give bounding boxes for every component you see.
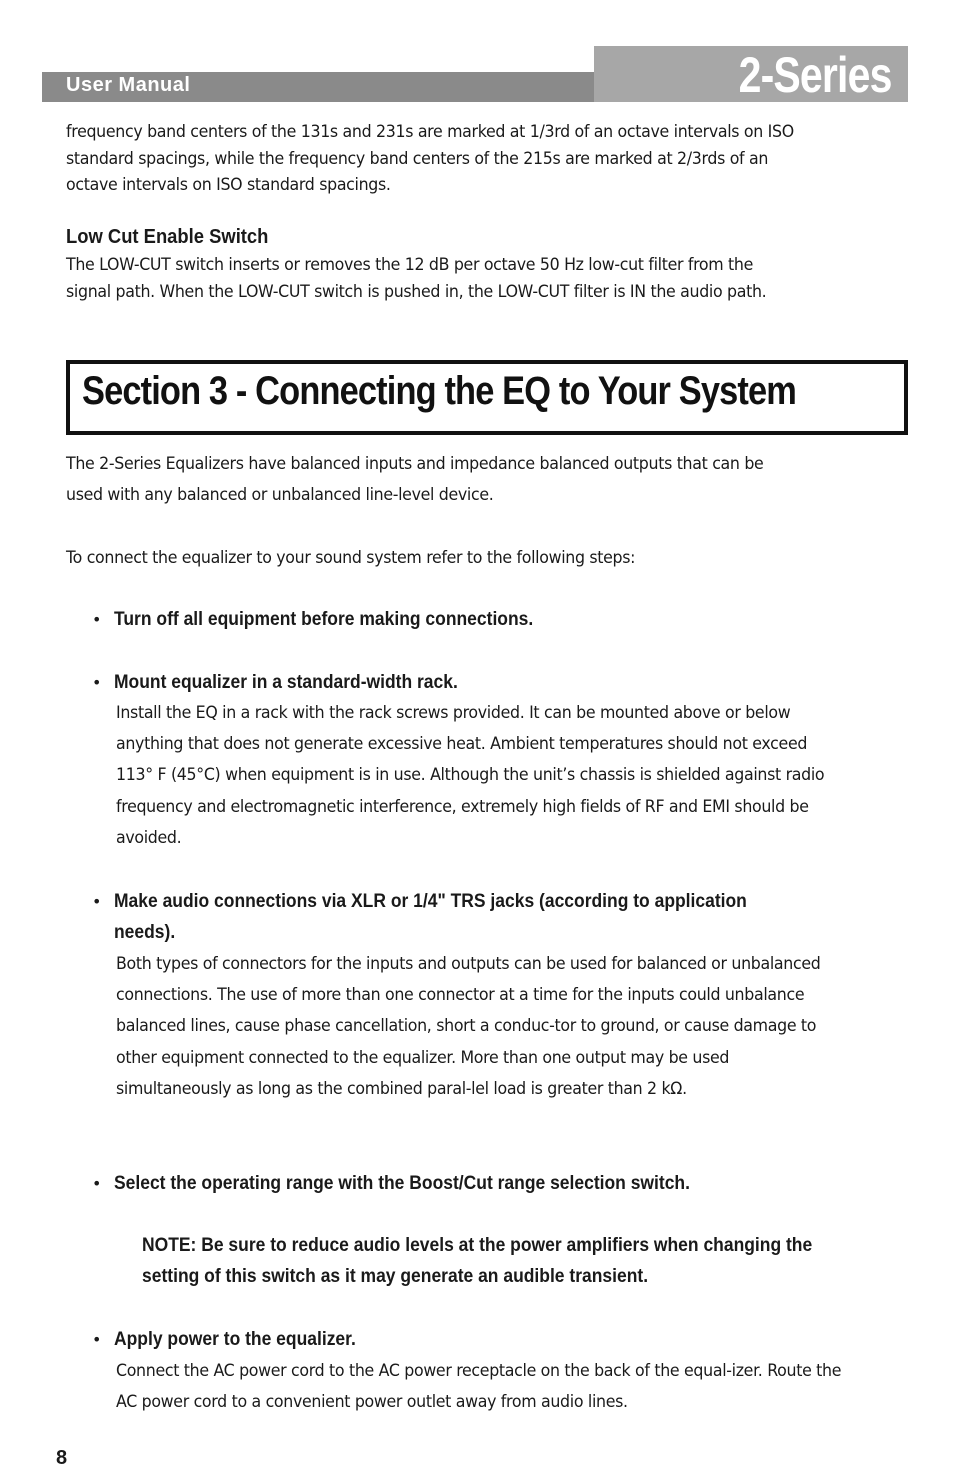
step-body: Connect the AC power cord to the AC power receptacle on the back of the equal-izer. Route the AC power cord to a convenient power outlet away from audio lines. — [116, 1361, 842, 1413]
step-body: Install the EQ in a rack with the rack screws provided. It can be mounted above or below anything that does not generate excessive heat. Ambient temperatures should not exceed 113° F (45°C) when equipment is in use. Although the unit’s chassis is shielded against radio frequency and electromagnetic interference, extremely high fields of RF and EMI should be avoided. — [116, 703, 825, 848]
section-title: Section 3 - Connecting the EQ to Your System — [82, 369, 796, 413]
steps-intro: To connect the equalizer to your sound system refer to the following steps: — [66, 548, 636, 568]
bullet-icon: • — [92, 610, 102, 629]
low-cut-paragraph: The LOW-CUT switch inserts or removes the 12 dB per octave 50 Hz low-cut filter from the signal path. When the LOW-CUT switch is pushed in, the LOW-CUT filter is IN the audio path. — [66, 255, 767, 302]
manual-label: User Manual — [66, 74, 191, 96]
low-cut-heading: Low Cut Enable Switch — [66, 226, 269, 248]
bullet-icon: • — [92, 673, 102, 692]
step-title: Apply power to the equalizer. — [114, 1329, 356, 1350]
step-title: Mount equalizer in a standard-width rack. — [114, 672, 458, 693]
page-number: 8 — [56, 1447, 68, 1469]
step-body: Both types of connectors for the inputs and outputs can be used for balanced or unbalanced connections. The use of more than one connector at a time for the inputs could unbalance balanced lines, cause phase cancellation, short a conduc-tor to ground, or cause damage to other equipment connected to the equalizer. More than one output may be used simultaneously as long as the combined paral-lel load is greater than 2 kΩ. — [116, 954, 821, 1099]
bullet-icon: • — [92, 892, 102, 911]
bullet-icon: • — [92, 1174, 102, 1193]
step-title: Select the operating range with the Boost/Cut range selection switch. — [114, 1173, 690, 1194]
brand-logo: 2-Series — [738, 47, 892, 103]
step-title: Turn off all equipment before making connections. — [114, 609, 534, 630]
intro-paragraph: frequency band centers of the 131s and 231s are marked at 1/3rd of an octave intervals on ISO standard spacings, while the frequency band centers of the 215s are marked at 2/3rds of an octave intervals on ISO standard spacings. — [66, 122, 794, 195]
step-title: Make audio connections via XLR or 1/4" TRS jacks (according to application needs). — [114, 891, 747, 944]
step-note: NOTE: Be sure to reduce audio levels at the power amplifiers when changing the setting of this switch as it may generate an audible transient. — [142, 1235, 813, 1288]
bullet-icon: • — [92, 1330, 102, 1349]
equalizer-description: The 2-Series Equalizers have balanced inputs and impedance balanced outputs that can be used with any balanced or unbalanced line-level device. — [66, 454, 764, 506]
